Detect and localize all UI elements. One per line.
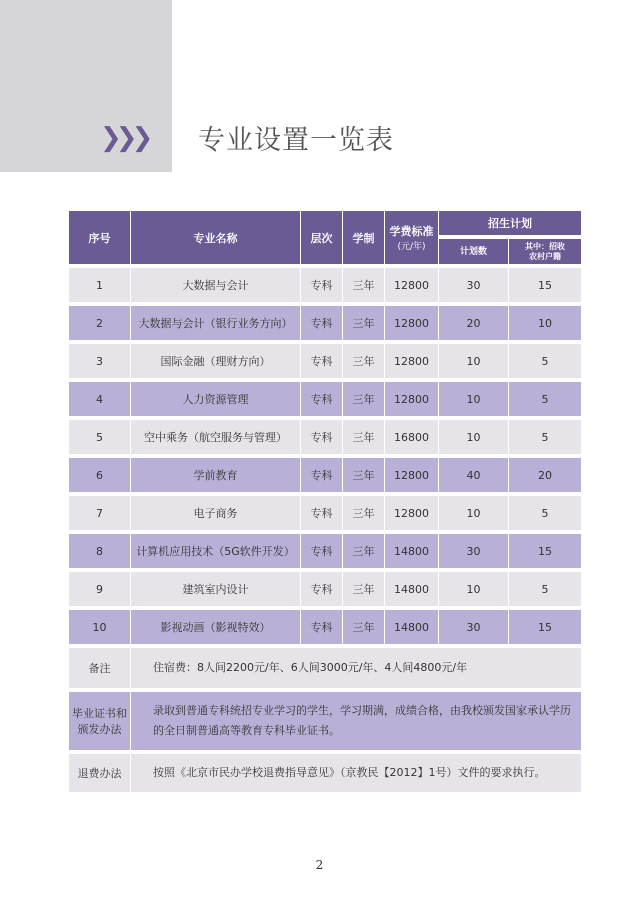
cell-duration: 三年 [343, 268, 385, 302]
certificate-label [69, 692, 131, 750]
table-row [69, 420, 581, 454]
header-index: 序号 [69, 211, 131, 264]
cell-level: 专科 [301, 496, 343, 530]
remark-row [69, 648, 581, 688]
cell-rural: 5 [509, 420, 581, 454]
cell-duration: 三年 [343, 534, 385, 568]
cell-rural: 5 [509, 496, 581, 530]
chevron-right-icon: ❯❯❯ [100, 123, 148, 153]
cell-name: 大数据与会计 [131, 268, 301, 302]
cell-duration: 三年 [343, 382, 385, 416]
table-row [69, 344, 581, 378]
table-row [69, 458, 581, 492]
cell-tuition: 12800 [385, 496, 439, 530]
cell-count: 10 [439, 382, 509, 416]
certificate-label-line1: 毕业证书和 [72, 707, 127, 720]
cell-tuition: 16800 [385, 420, 439, 454]
refund-text: 按照《北京市民办学校退费指导意见》（京教民【2012】1号）文件的要求执行。 [131, 754, 581, 792]
cell-tuition: 12800 [385, 268, 439, 302]
table-row [69, 306, 581, 340]
cell-name: 电子商务 [131, 496, 301, 530]
cell-duration: 三年 [343, 344, 385, 378]
cell-count: 10 [439, 344, 509, 378]
cell-index: 3 [69, 344, 131, 378]
header-plan-count: 计划数 [439, 239, 509, 264]
page-number: 2 [315, 858, 324, 872]
cell-tuition: 12800 [385, 306, 439, 340]
cell-duration: 三年 [343, 458, 385, 492]
header-duration: 学制 [343, 211, 385, 264]
cell-index: 1 [69, 268, 131, 302]
cell-name: 学前教育 [131, 458, 301, 492]
cell-level: 专科 [301, 458, 343, 492]
table-row [69, 496, 581, 530]
header-plan-rural-line1: 其中：招收 [525, 241, 565, 251]
remark-label: 备注 [69, 648, 131, 688]
cell-name: 建筑室内设计 [131, 572, 301, 606]
refund-label: 退费办法 [69, 754, 131, 792]
cell-index: 10 [69, 610, 131, 644]
cell-index: 4 [69, 382, 131, 416]
cell-tuition: 12800 [385, 458, 439, 492]
header-tuition-unit: (元/年) [397, 242, 426, 252]
cell-name: 人力资源管理 [131, 382, 301, 416]
cell-duration: 三年 [343, 572, 385, 606]
certificate-label-line2: 颁发办法 [77, 723, 122, 736]
cell-count: 10 [439, 496, 509, 530]
header-plan-rural [509, 239, 581, 264]
cell-level: 专科 [301, 420, 343, 454]
cell-name: 大数据与会计（银行业务方向） [131, 306, 301, 340]
cell-count: 20 [439, 306, 509, 340]
header-tuition-label: 学费标准 [389, 225, 434, 238]
cell-name: 空中乘务（航空服务与管理） [131, 420, 301, 454]
cell-tuition: 12800 [385, 382, 439, 416]
header-plan-rural-line2: 农村户籍 [529, 251, 561, 261]
cell-level: 专科 [301, 268, 343, 302]
cell-count: 30 [439, 610, 509, 644]
cell-rural: 5 [509, 572, 581, 606]
header-name: 专业名称 [131, 211, 301, 264]
table-row [69, 382, 581, 416]
cell-index: 8 [69, 534, 131, 568]
table-header-row [69, 211, 581, 235]
cell-level: 专科 [301, 572, 343, 606]
cell-level: 专科 [301, 382, 343, 416]
cell-duration: 三年 [343, 420, 385, 454]
page-title: 专业设置一览表 [198, 125, 394, 156]
cell-rural: 20 [509, 458, 581, 492]
certificate-row [69, 692, 581, 750]
cell-index: 9 [69, 572, 131, 606]
cell-index: 2 [69, 306, 131, 340]
cell-duration: 三年 [343, 306, 385, 340]
cell-rural: 15 [509, 610, 581, 644]
remark-text: 住宿费：8人间2200元/年、6人间3000元/年、4人间4800元/年 [131, 648, 581, 688]
cell-rural: 15 [509, 534, 581, 568]
cell-level: 专科 [301, 610, 343, 644]
cell-rural: 10 [509, 306, 581, 340]
table-row [69, 534, 581, 568]
cell-rural: 5 [509, 344, 581, 378]
cell-duration: 三年 [343, 610, 385, 644]
cell-count: 40 [439, 458, 509, 492]
cell-level: 专科 [301, 306, 343, 340]
cell-rural: 15 [509, 268, 581, 302]
cell-duration: 三年 [343, 496, 385, 530]
cell-index: 5 [69, 420, 131, 454]
table-row [69, 268, 581, 302]
cell-index: 7 [69, 496, 131, 530]
cell-tuition: 14800 [385, 610, 439, 644]
refund-row [69, 754, 581, 792]
cell-count: 30 [439, 534, 509, 568]
cell-count: 30 [439, 268, 509, 302]
cell-tuition: 14800 [385, 534, 439, 568]
cell-count: 10 [439, 420, 509, 454]
cell-tuition: 12800 [385, 344, 439, 378]
cell-tuition: 14800 [385, 572, 439, 606]
table-row [69, 572, 581, 606]
cell-name: 国际金融（理财方向） [131, 344, 301, 378]
header-tuition [385, 211, 439, 264]
table-row [69, 610, 581, 644]
cell-count: 10 [439, 572, 509, 606]
certificate-text [131, 692, 581, 750]
certificate-text-line1: 录取到普通专科统招专业学习的学生，学习期满，成绩合格，由我校颁发国家承认学历 [153, 704, 571, 717]
cell-level: 专科 [301, 534, 343, 568]
cell-name: 计算机应用技术（5G软件开发） [131, 534, 301, 568]
header-level: 层次 [301, 211, 343, 264]
cell-index: 6 [69, 458, 131, 492]
certificate-text-line2: 的全日制普通高等教育专科毕业证书。 [153, 724, 340, 737]
major-table [69, 207, 581, 796]
cell-level: 专科 [301, 344, 343, 378]
cell-rural: 5 [509, 382, 581, 416]
header-plan: 招生计划 [439, 211, 581, 235]
cell-name: 影视动画（影视特效） [131, 610, 301, 644]
